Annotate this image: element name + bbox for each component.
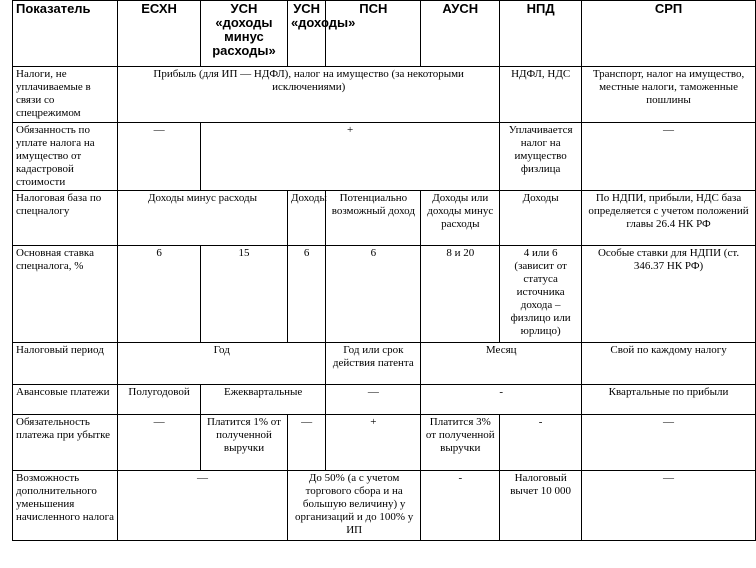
cell-ausn: Доходы или доходы минус расходы (421, 191, 500, 246)
header-ausn: АУСН (421, 1, 500, 67)
row-advance (13, 385, 756, 415)
cell-psn: + (326, 415, 421, 471)
header-eshn: ЕСХН (118, 1, 201, 67)
cell-srp: — (582, 471, 756, 541)
cell-eshn-usn: Доходы минус расходы (118, 191, 288, 246)
cell-eshn: Полугодовой (118, 385, 201, 415)
cell-npd: Уплачивается налог на имущество физлица (500, 123, 582, 191)
cell-eshn: — (118, 415, 201, 471)
cell-ausn: 8 и 20 (421, 246, 500, 343)
row-label: Обязанность по уплате налога на имущество от кадастровой стоимости (13, 123, 118, 191)
cell-srp: Особые ставки для НДПИ (ст. 346.37 НК РФ) (582, 246, 756, 343)
cell-usn-d: 6 (287, 246, 325, 343)
row-reduction (13, 471, 756, 541)
row-base (13, 191, 756, 246)
cell-psn: Год или срок действия патента (326, 343, 421, 385)
header-npd: НПД (500, 1, 582, 67)
cell-common: Прибыль (для ИП — НДФЛ), налог на имущество (за некоторыми исключениями) (118, 67, 500, 123)
cell-month: Месяц (421, 343, 582, 385)
cell-psn: — (326, 385, 421, 415)
cell-ausn: Платится 3% от полученной выручки (421, 415, 500, 471)
cell-year: Год (118, 343, 326, 385)
header-srp: СРП (582, 1, 756, 67)
header-psn: ПСН (326, 1, 421, 67)
cell-npd: 4 или 6 (зависит от статуса источника дохода – физлицо или юрлицо) (500, 246, 582, 343)
cell-eshn: 6 (118, 246, 201, 343)
row-loss (13, 415, 756, 471)
row-label: Основная ставка спецналога, % (13, 246, 118, 343)
row-label: Авансовые платежи (13, 385, 118, 415)
row-label: Обязательность платежа при убытке (13, 415, 118, 471)
cell-srp: — (582, 415, 756, 471)
cell-srp: Транспорт, налог на имущество, местные налоги, таможенные пошлины (582, 67, 756, 123)
header-usn-d: УСН «доходы» (287, 1, 325, 67)
tax-regimes-table (12, 0, 756, 541)
row-label: Возможность дополнительного уменьшения начисленного налога (13, 471, 118, 541)
row-cadastral (13, 123, 756, 191)
cell-usn-dr: 15 (201, 246, 288, 343)
row-period (13, 343, 756, 385)
row-label: Налоги, не уплачиваемые в связи со спецрежимом (13, 67, 118, 123)
cell-eshn-usn: — (118, 471, 288, 541)
cell-eshn: — (118, 123, 201, 191)
cell-srp: Квартальные по прибыли (582, 385, 756, 415)
cell-srp: По НДПИ, прибыли, НДС база определяется с учетом положений главы 26.4 НК РФ (582, 191, 756, 246)
cell-merged: + (201, 123, 500, 191)
cell-ausn: - (421, 471, 500, 541)
row-rate (13, 246, 756, 343)
cell-npd: НДФЛ, НДС (500, 67, 582, 123)
cell-usn-d: Доходы (287, 191, 325, 246)
cell-srp: Свой по каждому налогу (582, 343, 756, 385)
cell-srp: — (582, 123, 756, 191)
row-taxes (13, 67, 756, 123)
cell-npd: Доходы (500, 191, 582, 246)
row-label: Налоговый период (13, 343, 118, 385)
cell-npd: Налоговый вычет 10 000 (500, 471, 582, 541)
header-row (13, 1, 756, 67)
header-indicator: Показатель (13, 1, 118, 67)
header-usn-dr: УСН «доходы минус расходы» (201, 1, 288, 67)
cell-ausn-npd: - (421, 385, 582, 415)
row-label: Налоговая база по спецналогу (13, 191, 118, 246)
cell-psn: 6 (326, 246, 421, 343)
cell-psn: Потенциально возможный доход (326, 191, 421, 246)
cell-usn: Ежеквартальные (201, 385, 326, 415)
cell-usn-d-psn: До 50% (а с учетом торгового сбора и на большую величину) у организаций и до 100% у ИП (287, 471, 420, 541)
cell-usn-d: — (287, 415, 325, 471)
cell-usn-dr: Платится 1% от полученной выручки (201, 415, 288, 471)
cell-npd: - (500, 415, 582, 471)
